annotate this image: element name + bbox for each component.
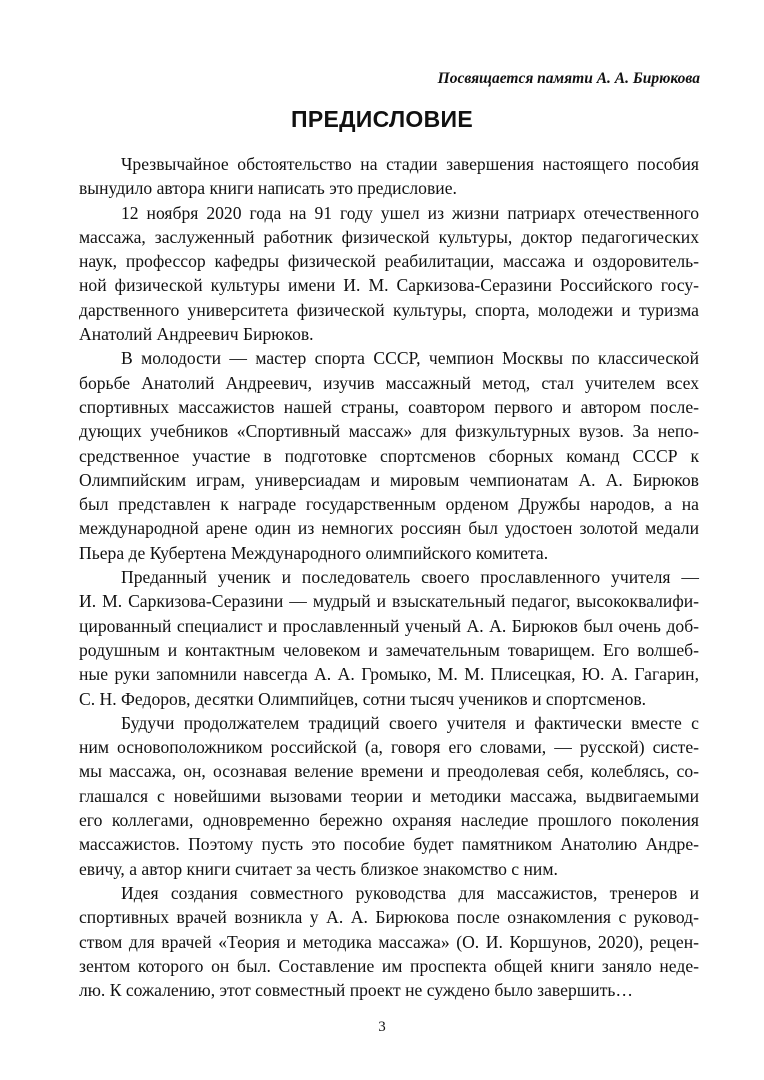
text-line: массажистов. Поэтому пусть это пособие будет памятником Анатолию Андре-: [79, 834, 699, 855]
text-line: массажа, заслуженный работник физической культуры, доктор педагогических: [79, 226, 699, 247]
paragraph: [79, 201, 699, 347]
text-line: международной арене один из немногих россиян был удостоен золотой медали: [79, 518, 699, 539]
page-title: ПРЕДИСЛОВИЕ: [291, 106, 473, 132]
text-line: родушным и контактным человеком и замечательным товарищем. Его волшеб-: [79, 639, 699, 660]
text-line: мы массажа, он, осознавая веление времени и преодолевая себя, колеблясь, со-: [79, 761, 699, 782]
text-line: наук, профессор кафедры физической реабилитации, массажа и оздоровитель-: [79, 251, 699, 272]
dedication: Посвящается памяти А. А. Бирюкова: [437, 70, 700, 87]
text-line: дарственного университета физической культуры, спорта, молодежи и туризма: [79, 299, 699, 320]
text-line: Идея создания совместного руководства для массажистов, тренеров и: [121, 882, 699, 903]
text-line: глашался с новейшими вызовами теории и методики массажа, выдвигаемыми: [79, 785, 699, 806]
text-line: борьбе Анатолий Андреевич, изучив массажный метод, стал учителем всех: [79, 372, 699, 393]
text-line: его коллегами, одновременно бережно охраняя наследие прошлого поколения: [79, 810, 699, 831]
paragraph: [79, 711, 699, 881]
text-line: спортивных массажистов нашей страны, соавтором первого и автором после-: [79, 396, 699, 417]
text-line: дующих учебников «Спортивный массаж» для физкультурных вузов. За непо-: [79, 421, 699, 442]
text-line: цированный специалист и прославленный ученый А. А. Бирюков был очень доб-: [79, 615, 699, 636]
paragraph: [79, 346, 699, 565]
paragraph: [79, 565, 699, 711]
text-line: Будучи продолжателем традиций своего учителя и фактически вместе с: [121, 712, 699, 733]
text-line: спортивных врачей возникла у А. А. Бирюкова после ознакомления с руковод-: [79, 907, 699, 928]
text-line: ством для врачей «Теория и методика массажа» (О. И. Коршунов, 2020), рецен-: [79, 931, 699, 952]
text-line: Чрезвычайное обстоятельство на стадии завершения настоящего пособия: [121, 154, 699, 174]
text-line: 12 ноября 2020 года на 91 году ушел из жизни патриарх отечественного: [121, 202, 699, 223]
text-line: лю. К сожалению, этот совместный проект не суждено было завершить…: [79, 980, 634, 1001]
paragraph: [79, 152, 699, 201]
text-line: был представлен к награде государственным орденом Дружбы народов, а на: [79, 494, 699, 515]
text-line: Анатолий Андреевич Бирюков.: [79, 324, 314, 345]
page-number: 3: [378, 1019, 386, 1035]
text-line: Пьера де Кубертена Международного олимпийского комитета.: [79, 542, 549, 563]
paragraph: [79, 881, 699, 1002]
text-line: ные руки запомнили навсегда А. А. Громыко, М. М. Плисецкая, Ю. А. Гагарин,: [79, 664, 699, 685]
text-line: И. М. Саркизова-Серазини — мудрый и взыскательный педагог, высококвалифи-: [79, 591, 699, 612]
text-line: Олимпийским играм, универсиадам и мировым чемпионатам А. А. Бирюков: [79, 469, 699, 490]
text-line: ной физической культуры имени И. М. Саркизова-Серазини Российского госу-: [79, 275, 699, 296]
text-line: евичу, а автор книги считает за честь близкое знакомство с ним.: [79, 858, 558, 879]
text-line: В молодости — мастер спорта СССР, чемпион Москвы по классической: [121, 348, 699, 369]
text-line: С. Н. Федоров, десятки Олимпийцев, сотни тысяч учеников и спортсменов.: [79, 688, 647, 709]
body-text: [79, 152, 699, 1002]
text-line: средственное участие в подготовке спортсменов сборных команд СССР к: [79, 445, 699, 466]
text-line: Преданный ученик и последователь своего прославленного учителя —: [121, 567, 699, 588]
text-line: зентом которого он был. Составление им проспекта общей книги заняло неде-: [79, 955, 699, 976]
text-line: вынудило автора книги написать это предисловие.: [79, 178, 457, 199]
text-line: ним основоположником российской (а, говоря его словами, — русской) систе-: [79, 737, 699, 758]
